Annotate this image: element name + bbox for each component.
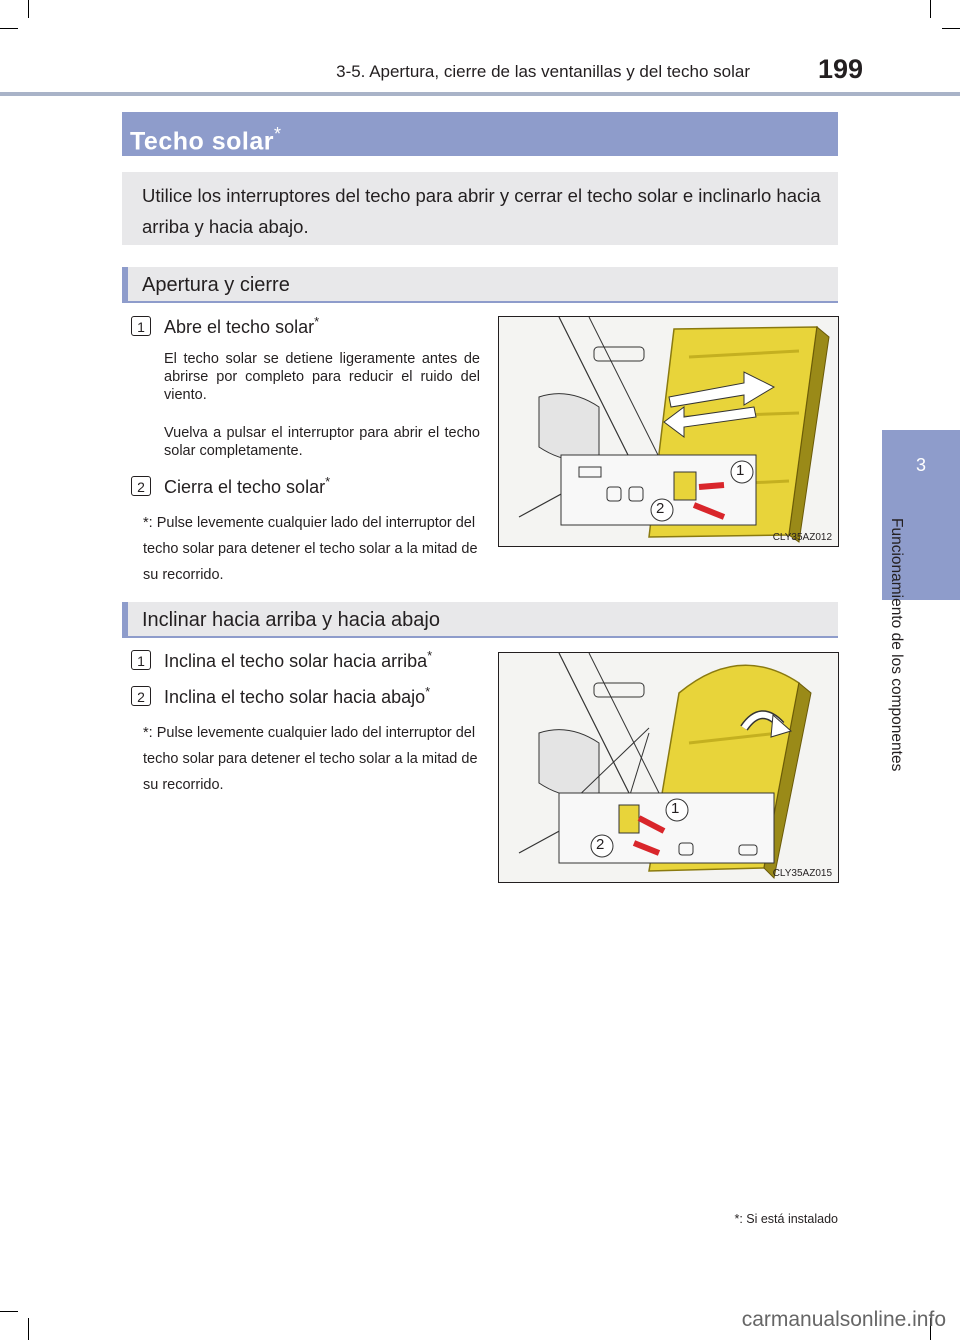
step-label-text: Inclina el techo solar hacia abajo xyxy=(164,687,426,707)
callout-1: 1 xyxy=(736,462,745,479)
intro-box: Utilice los interruptores del techo para abrir y cerrar el techo solar e inclinarlo hacia arriba y hacia abajo. xyxy=(122,172,838,245)
note-text: Pulse levemente cualquier lado del interruptor del techo solar para detener el techo solar a la mitad de su recorrido. xyxy=(143,725,478,793)
footnote: *: Si está instalado xyxy=(734,1212,838,1226)
crop-mark xyxy=(28,0,29,18)
step-label xyxy=(164,474,330,498)
callout-1: 1 xyxy=(671,800,680,817)
note xyxy=(143,720,479,798)
crop-mark xyxy=(930,0,931,18)
running-header: 3-5. Apertura, cierre de las ventanillas y del techo solar xyxy=(336,62,750,81)
step-description: El techo solar se detiene ligeramente antes de abrirse por completo para reducir el ruido del viento. xyxy=(164,351,480,403)
callout-2: 2 xyxy=(656,500,665,517)
crop-mark xyxy=(942,28,960,29)
figure-sunroof-open-close xyxy=(498,316,839,547)
step-label-text: Cierra el techo solar xyxy=(164,477,326,497)
crop-mark xyxy=(28,1318,29,1340)
step-number: 1 xyxy=(131,650,151,670)
section-title xyxy=(122,112,838,156)
step-description: Vuelva a pulsar el interruptor para abrir el techo solar completamente. xyxy=(164,425,480,459)
watermark: carmanualsonline.info xyxy=(741,1308,946,1331)
installed-mark: * xyxy=(273,124,282,144)
callout-2: 2 xyxy=(596,836,605,853)
installed-mark: * xyxy=(325,474,331,489)
note-mark: *: xyxy=(143,515,153,531)
page-number: 199 xyxy=(818,54,864,84)
illustration xyxy=(499,653,838,882)
subsection-title-opening: Apertura y cierre xyxy=(122,267,838,303)
step-label xyxy=(164,314,319,338)
figure-code: CLY35AZ012 xyxy=(772,532,832,543)
header-rule xyxy=(0,92,960,96)
crop-mark xyxy=(0,1311,18,1312)
illustration xyxy=(499,317,838,546)
note-mark: *: xyxy=(143,725,153,741)
crop-mark xyxy=(0,28,18,29)
step-label-text: Inclina el techo solar hacia arriba xyxy=(164,651,428,671)
figure-code: CLY35AZ015 xyxy=(772,868,832,879)
chapter-title-text: Funcionamiento de los componentes xyxy=(888,518,905,772)
step-label-text: Abre el techo solar xyxy=(164,317,315,337)
section-title-text: Techo solar xyxy=(130,127,274,156)
figure-sunroof-tilt xyxy=(498,652,839,883)
step-label xyxy=(164,684,430,708)
installed-mark: * xyxy=(314,314,320,329)
step-label xyxy=(164,648,432,672)
subsection-title-tilt: Inclinar hacia arriba y hacia abajo xyxy=(122,602,838,638)
installed-mark: * xyxy=(427,648,433,663)
chapter-title xyxy=(887,518,905,798)
installed-mark: * xyxy=(425,684,431,699)
note-text: Pulse levemente cualquier lado del interruptor del techo solar para detener el techo solar a la mitad de su recorrido. xyxy=(143,515,478,583)
step-number: 2 xyxy=(131,476,151,496)
note xyxy=(143,510,479,588)
step-number: 1 xyxy=(131,316,151,336)
chapter-number: 3 xyxy=(915,455,926,475)
step-number: 2 xyxy=(131,686,151,706)
